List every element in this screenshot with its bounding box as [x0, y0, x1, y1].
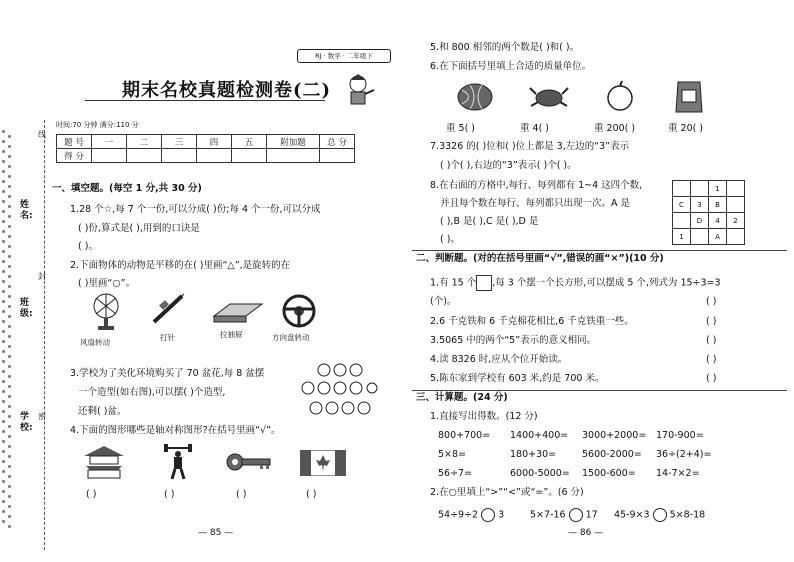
- margin-dot: [2, 240, 5, 243]
- margin-dot: [2, 170, 5, 173]
- section-divider: [412, 390, 787, 391]
- margin-dot: [8, 515, 11, 518]
- margin-dot: [2, 130, 5, 133]
- score-cell[interactable]: [267, 149, 320, 163]
- judge1-line2: (个)。: [430, 296, 457, 307]
- grid-cell: C: [673, 197, 691, 213]
- margin-dot: [8, 505, 11, 508]
- score-cell[interactable]: [162, 149, 197, 163]
- margin-dot: [2, 310, 5, 313]
- margin-dot: [2, 180, 5, 183]
- margin-dot: [2, 460, 5, 463]
- q4-blank[interactable]: ( ): [164, 489, 175, 500]
- compare-circle[interactable]: [653, 508, 667, 522]
- q3-line3: 还剩( )盆。: [78, 406, 127, 417]
- margin-dot: [2, 220, 5, 223]
- margin-dot: [2, 500, 5, 503]
- q1-line3: ( )。: [78, 241, 98, 252]
- margin-dot: [2, 370, 5, 373]
- margin-dot: [8, 315, 11, 318]
- margin-dot: [2, 450, 5, 453]
- margin-dot: [2, 350, 5, 353]
- margin-dot: [2, 400, 5, 403]
- judge-answer[interactable]: ( ): [706, 296, 717, 307]
- margin-dot: [2, 510, 5, 513]
- score-cell[interactable]: [197, 149, 232, 163]
- judge-answer[interactable]: ( ): [706, 373, 717, 384]
- cmp2-left: 5×7-16: [530, 509, 566, 521]
- section-divider: [412, 250, 787, 251]
- q8-line2: 并且每个数在每行、每列都只出现一次。A 是: [440, 198, 631, 209]
- margin-dot: [8, 495, 11, 498]
- calc-item: 6000-5000=: [510, 468, 570, 479]
- margin-dot: [8, 235, 11, 238]
- number-grid: [672, 180, 745, 245]
- q7-line1: 7.3326 的( )位和( )位上都是 3,左边的“3”表示: [430, 141, 630, 152]
- grade-badge: RJ · 数学 · 二年级下: [297, 49, 391, 63]
- score-value-row: [57, 149, 355, 163]
- calc-item: 14-7×2=: [656, 468, 700, 479]
- margin-dot: [8, 465, 11, 468]
- grid-cell: [691, 181, 709, 197]
- q6-item: 重 5( ): [446, 123, 475, 134]
- binding-line: [44, 120, 45, 550]
- caption-fan: 风扇转动: [80, 338, 110, 347]
- margin-dot: [2, 150, 5, 153]
- score-table: [56, 134, 355, 163]
- margin-dot: [8, 335, 11, 338]
- grid-cell: 4: [709, 213, 727, 229]
- class-label: 班级:: [20, 298, 33, 319]
- calc-item: 5×8=: [438, 449, 467, 460]
- grid-cell: [673, 181, 691, 197]
- judge1-line1: [430, 275, 721, 291]
- margin-dot: [8, 375, 11, 378]
- section-3-heading: 三、计算题。(24 分): [416, 392, 508, 403]
- score-cell[interactable]: [127, 149, 162, 163]
- temple-icon: [82, 444, 126, 480]
- drawer-icon: [210, 298, 266, 324]
- calc-item: 800+700=: [438, 430, 491, 441]
- q3-line2: 一个造型(如右图),可以摆( )个造型,: [78, 387, 226, 398]
- name-label: 姓名:: [20, 200, 33, 221]
- compare-item-3: [614, 508, 705, 522]
- margin-dot: [2, 140, 5, 143]
- calc-item: 36÷(2+4)=: [656, 449, 712, 460]
- weightlifter-icon: [164, 444, 192, 480]
- canada-flag-icon: [300, 450, 346, 476]
- margin-dot: [8, 455, 11, 458]
- cmp3-right: 5×8-18: [669, 509, 706, 521]
- q6-line: 6.在下面括号里填上合适的质量单位。: [430, 61, 592, 72]
- score-header-cell: 一: [92, 135, 127, 149]
- margin-dot: [8, 415, 11, 418]
- calc-item: 1400+400=: [510, 430, 569, 441]
- margin-dot: [8, 295, 11, 298]
- grid-cell: 2: [727, 213, 745, 229]
- margin-dot: [2, 300, 5, 303]
- margin-dot: [2, 320, 5, 323]
- calc-item: 180+30=: [510, 449, 557, 460]
- compare-item-1: [438, 508, 504, 522]
- grid-cell: D: [691, 213, 709, 229]
- grid-cell: [727, 229, 745, 245]
- margin-dot: [8, 245, 11, 248]
- exam-title: 期末名校真题检测卷(二): [122, 80, 332, 101]
- grid-cell: B: [709, 197, 727, 213]
- calc-item: 170-900=: [656, 430, 704, 441]
- rice-bag-icon: [674, 78, 704, 114]
- margin-dot: [8, 395, 11, 398]
- q4-blank[interactable]: ( ): [306, 489, 317, 500]
- margin-dot: [2, 440, 5, 443]
- grid-cell: A: [709, 229, 727, 245]
- score-header-cell: 总 分: [320, 135, 355, 149]
- margin-dot: [8, 405, 11, 408]
- q6-item: 重 4( ): [520, 123, 549, 134]
- score-header-cell: 附加题: [267, 135, 320, 149]
- judge-answer[interactable]: ( ): [706, 354, 717, 365]
- margin-dot: [2, 250, 5, 253]
- margin-dot: [8, 385, 11, 388]
- cut-mark-seal: 封: [38, 272, 46, 281]
- margin-dot: [2, 270, 5, 273]
- cmp1-left: 54÷9÷2: [438, 509, 479, 521]
- judge1-part-a: 1.有 15 个: [430, 277, 477, 289]
- margin-dot: [2, 480, 5, 483]
- score-cell[interactable]: [320, 149, 355, 163]
- compare-circle[interactable]: [569, 508, 583, 522]
- margin-dot: [8, 475, 11, 478]
- judge3-line: 3.5065 中的两个“5”表示的意义相同。: [430, 335, 597, 346]
- cmp1-right: 3: [498, 509, 505, 521]
- compare-item-2: [530, 508, 598, 522]
- margin-dot: [8, 185, 11, 188]
- section-2-heading: 二、判断题。(对的在括号里画“√”,错误的画“×”)(10 分): [416, 253, 664, 264]
- margin-dot: [8, 265, 11, 268]
- margin-dot: [8, 525, 11, 528]
- margin-dot: [8, 175, 11, 178]
- title-underline: [85, 100, 325, 101]
- margin-dot: [2, 160, 5, 163]
- margin-dot: [8, 325, 11, 328]
- cut-mark-line: 线: [38, 130, 46, 139]
- judge-answer[interactable]: ( ): [706, 335, 717, 346]
- margin-dot: [2, 410, 5, 413]
- section-1-heading: 一、填空题。(每空 1 分,共 30 分): [52, 183, 202, 194]
- fan-icon: [88, 292, 124, 332]
- steering-wheel-icon: [282, 294, 316, 328]
- judge-answer[interactable]: ( ): [706, 316, 717, 327]
- caption-injection: 打针: [160, 333, 175, 342]
- margin-dot: [8, 365, 11, 368]
- q1-line2: ( )份,算式是( ),用到的口诀是: [78, 223, 200, 234]
- margin-dot: [2, 490, 5, 493]
- margin-dot: [8, 215, 11, 218]
- q7-line2: ( )个( ),右边的“3”表示( )个( )。: [440, 160, 577, 171]
- margin-dot: [8, 285, 11, 288]
- caption-steering: 方向盘转动: [272, 333, 310, 342]
- compare-circle[interactable]: [481, 508, 495, 522]
- calc-item: 3000+2000=: [582, 430, 647, 441]
- mascot-icon: [338, 72, 378, 108]
- margin-dot: [8, 485, 11, 488]
- margin-dot: [8, 275, 11, 278]
- q4-line: 4.下面的图形哪些是轴对称图形?在括号里画“√”。: [70, 425, 281, 436]
- q2-line2: ( )里画“○”。: [78, 278, 136, 289]
- score-header-row: [57, 135, 355, 149]
- score-header-cell: 四: [197, 135, 232, 149]
- score-header-cell: 题 号: [57, 135, 92, 149]
- margin-dot: [8, 155, 11, 158]
- margin-dot: [2, 210, 5, 213]
- margin-dot: [2, 520, 5, 523]
- school-label: 学校:: [20, 412, 33, 433]
- margin-dot: [2, 280, 5, 283]
- margin-dot: [2, 430, 5, 433]
- margin-dot: [2, 390, 5, 393]
- judge4-line: 4.读 8326 时,应从个位开始读。: [430, 354, 568, 365]
- calc-item: 5600-2000=: [582, 449, 642, 460]
- judge5-line: 5.陈东家到学校有 603 米,约是 700 米。: [430, 373, 605, 384]
- flower-pots-icon: [298, 362, 378, 424]
- page-number-right: — 86 —: [568, 528, 604, 538]
- margin-dot: [2, 380, 5, 383]
- grid-cell: [727, 181, 745, 197]
- margin-dot: [2, 200, 5, 203]
- q8-line4: ( )。: [440, 234, 460, 245]
- calc-item: 56÷7=: [438, 468, 473, 479]
- margin-dot: [8, 255, 11, 258]
- grid-cell: 3: [691, 197, 709, 213]
- margin-dot: [8, 445, 11, 448]
- score-cell[interactable]: [232, 149, 267, 163]
- margin-dot: [8, 165, 11, 168]
- grid-cell: [691, 229, 709, 245]
- q2-line1: 2.下面物体的动物是平移的在( )里画“△”,是旋转的在: [70, 260, 291, 271]
- margin-dot: [2, 470, 5, 473]
- compare-title: 2.在○里填上“>”“<”或“=”。(6 分): [430, 487, 584, 498]
- calc-title: 1.直接写出得数。(12 分): [430, 411, 538, 422]
- margin-dot: [8, 345, 11, 348]
- margin-dot: [8, 225, 11, 228]
- time-score: 时间:70 分钟 满分:110 分: [56, 121, 139, 129]
- q8-line1: 8.在右面的方格中,每行、每列都有 1~4 这四个数,: [430, 180, 643, 191]
- q8-line3: ( ),B 是( ),C 是( ),D 是: [440, 216, 539, 227]
- score-header-cell: 五: [232, 135, 267, 149]
- apple-icon: [604, 80, 636, 112]
- margin-dot: [8, 425, 11, 428]
- margin-dot: [2, 260, 5, 263]
- margin-dot: [2, 420, 5, 423]
- page-number-left: — 85 —: [198, 528, 234, 538]
- q6-item: 重 200( ): [594, 123, 636, 134]
- key-icon: [226, 452, 272, 472]
- watermelon-icon: [456, 82, 494, 112]
- grid-cell: [673, 213, 691, 229]
- margin-dot: [8, 305, 11, 308]
- cmp2-right: 17: [585, 509, 598, 521]
- grid-cell: [727, 197, 745, 213]
- score-row-label: 得 分: [57, 149, 92, 163]
- score-header-cell: 三: [162, 135, 197, 149]
- q3-line1: 3.学校为了美化环境购买了 70 盆花,每 8 盆摆: [70, 368, 265, 379]
- margin-dot: [8, 145, 11, 148]
- q4-blank[interactable]: ( ): [86, 489, 97, 500]
- cmp3-left: 45-9×3: [614, 509, 650, 521]
- q6-item: 重 20( ): [668, 123, 704, 134]
- grid-cell: 1: [709, 181, 727, 197]
- margin-dot: [8, 205, 11, 208]
- q4-blank[interactable]: ( ): [236, 489, 247, 500]
- q5-line: 5.和 800 相邻的两个数是( )和( )。: [430, 42, 580, 53]
- q1-line1: 1.28 个☆,每 7 个一份,可以分成( )份;每 4 个一份,可以分成: [70, 204, 321, 215]
- margin-dot: [8, 355, 11, 358]
- calc-item: 1500-600=: [582, 468, 636, 479]
- judge1-part-b: ,每 3 个摆一个长方形,可以摆成 5 个,列式为 15÷3=3: [492, 277, 721, 289]
- score-header-cell: 二: [127, 135, 162, 149]
- margin-dot: [2, 190, 5, 193]
- judge2-line: 2.6 千克铁和 6 千克棉花相比,6 千克铁重一些。: [430, 316, 634, 327]
- margin-dot: [8, 135, 11, 138]
- margin-dot: [8, 435, 11, 438]
- square-icon: [476, 275, 492, 291]
- margin-dot: [2, 290, 5, 293]
- score-cell[interactable]: [92, 149, 127, 163]
- syringe-icon: [150, 292, 186, 326]
- margin-dot: [2, 340, 5, 343]
- cut-mark-secret: 密: [38, 412, 46, 421]
- grid-cell: 1: [673, 229, 691, 245]
- margin-dot: [2, 230, 5, 233]
- margin-dot: [2, 360, 5, 363]
- caption-drawer: 拉抽屉: [220, 330, 243, 339]
- margin-dot: [2, 330, 5, 333]
- margin-dot: [8, 195, 11, 198]
- crab-icon: [528, 84, 570, 110]
